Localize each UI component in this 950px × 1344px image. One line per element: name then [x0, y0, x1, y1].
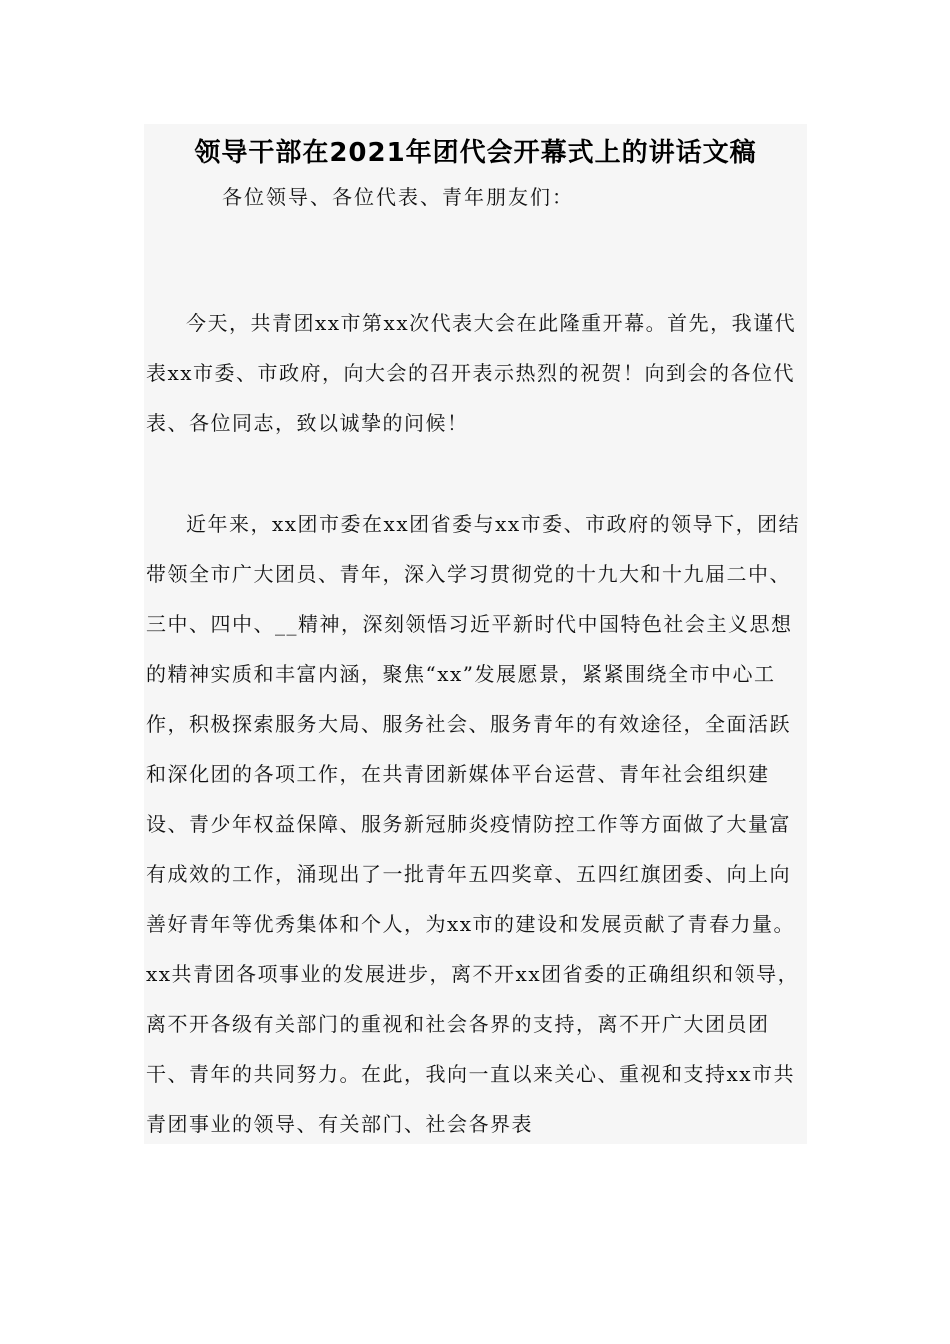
document-title: 领导干部在2021年团代会开幕式上的讲话文稿 [194, 138, 757, 168]
paragraph-achievements: 近年来，xx团市委在xx团省委与xx市委、市政府的领导下，团结带领全市广大团员、青年，深入学习贯彻党的十九大和十九届二中、三中、四中、__精神，深刻领悟习近平新时代中国特色社会主义思想的精神实质和丰富内涵，聚焦“xx”发展愿景，紧紧围绕全市中心工作，积极探索服务大局、服务社会、服务青年的有效途径，全面活跃和深化团的各项工作，在共青团新媒体平台运营、青年社会组织建设、青少年权益保障、服务新冠肺炎疫情防控工作等方面做了大量富有成效的工作，涌现出了一批青年五四奖章、五四红旗团委、向上向善好青年等优秀集体和个人，为xx市的建设和发展贡献了青春力量。xx共青团各项事业的发展进步，离不开xx团省委的正确组织和领导，离不开各级有关部门的重视和社会各界的支持，离不开广大团员团干、青年的共同努力。在此，我向一直以来关心、重视和支持xx市共青团事业的领导、有关部门、社会各界表 [146, 512, 801, 1136]
document-page [144, 124, 807, 1144]
paragraph-greeting: 今天，共青团xx市第xx次代表大会在此隆重开幕。首先，我谨代表xx市委、市政府，向大会的召开表示热烈的祝贺！向到会的各位代表、各位同志，致以诚挚的问候！ [146, 311, 797, 435]
salutation: 各位领导、各位代表、青年朋友们： [222, 185, 574, 209]
